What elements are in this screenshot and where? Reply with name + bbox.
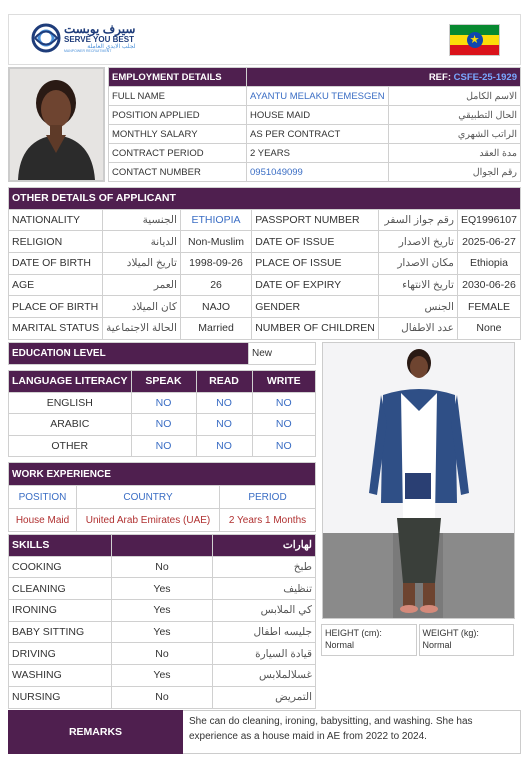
skill-arabic: طبخ [213,556,316,578]
table-row [9,296,521,318]
skill-value: No [112,643,213,665]
logo-tagline: MANPOWER RECRUITMENT [64,49,112,54]
field-arabic: الجنس [378,296,457,318]
field-arabic: الجنسية [103,209,181,231]
work-experience-title: WORK EXPERIENCE [9,463,316,486]
table-row [109,163,521,182]
logo-knot-icon [31,23,61,53]
language-name: ARABIC [9,414,132,436]
table-row [109,106,521,125]
field-value: 26 [180,274,251,296]
height-box [321,624,417,656]
portrait-photo [8,67,105,182]
education-level-table [8,342,316,365]
skill-name: DRIVING [9,643,112,665]
write-value: NO [252,392,316,414]
skill-value: Yes [112,600,213,622]
column-header: LANGUAGE LITERACY [9,371,132,393]
skill-arabic: جليسه اطفال [213,621,316,643]
ref-label: REF: [428,71,451,83]
other-details-table [8,187,521,340]
table-row [9,686,316,708]
field-label: NATIONALITY [9,209,103,231]
skill-arabic: غسلالملابس [213,665,316,687]
field-value: EQ1996107 [457,209,520,231]
field-arabic: تاريخ الميلاد [103,253,181,275]
field-arabic: الديانة [103,231,181,253]
education-level-value: New [249,343,316,365]
field-label: MARITAL STATUS [9,318,103,340]
skills-table [8,534,316,709]
table-row [9,274,521,296]
field-value: Ethiopia [457,253,520,275]
read-value: NO [196,435,252,457]
remarks-section [8,710,521,754]
height-label: HEIGHT (cm): [325,628,382,638]
field-label: CONTACT NUMBER [109,163,247,182]
table-row [9,509,316,532]
table-row [9,643,316,665]
contact-number[interactable]: 0951049099 [247,163,389,182]
work-experience-table [8,462,316,532]
speak-value: NO [131,435,196,457]
skill-arabic: التمريض [213,686,316,708]
field-label: MONTHLY SALARY [109,125,247,144]
field-value: FEMALE [457,296,520,318]
skill-name: IRONING [9,600,112,622]
table-row [9,392,316,414]
column-header: POSITION [9,486,77,509]
field-value: 2 YEARS [247,144,389,163]
skill-value: Yes [112,621,213,643]
logo-arabic-sub: لجلب الايدي العاملة [87,43,136,50]
logo-english: SERVE YOU BEST [64,34,134,44]
language-literacy-table [8,370,316,457]
skill-value: Yes [112,665,213,687]
field-value: Married [180,318,251,340]
field-arabic: رقم جواز السفر [378,209,457,231]
work-period: 2 Years 1 Months [220,509,316,532]
column-header: PERIOD [220,486,316,509]
reference-cell [247,68,521,87]
field-arabic: مكان الاصدار [378,253,457,275]
field-label: POSITION APPLIED [109,106,247,125]
weight-value: Normal [422,639,452,650]
speak-value: NO [131,414,196,436]
ref-value: CSFE-25-1929 [453,71,517,83]
field-value: AS PER CONTRACT [247,125,389,144]
field-label: DATE OF ISSUE [252,231,379,253]
field-value: Non-Muslim [180,231,251,253]
weight-box [419,624,515,656]
skill-value: No [112,556,213,578]
table-row [9,578,316,600]
field-label: NUMBER OF CHILDREN [252,318,379,340]
other-details-title: OTHER DETAILS OF APPLICANT [9,188,521,210]
field-arabic: الراتب الشهري [388,125,520,144]
field-arabic: الحال التطبيقي [388,106,520,125]
work-country: United Arab Emirates (UAE) [77,509,220,532]
skills-title: SKILLS [9,535,112,557]
field-arabic: الحالة الاجتماعية [103,318,181,340]
skill-value: Yes [112,578,213,600]
field-value: AYANTU MELAKU TEMESGEN [247,87,389,106]
weight-label: WEIGHT (kg): [422,628,479,638]
table-row [109,144,521,163]
ethiopia-flag-icon: ★ [449,24,500,56]
skill-name: BABY SITTING [9,621,112,643]
field-value: ETHIOPIA [180,209,251,231]
skill-name: CLEANING [9,578,112,600]
skill-arabic: كي الملابس [213,600,316,622]
write-value: NO [252,414,316,436]
field-value: 1998-09-26 [180,253,251,275]
column-header: COUNTRY [77,486,220,509]
column-header: SPEAK [131,371,196,393]
skill-name: WASHING [9,665,112,687]
skill-value: No [112,686,213,708]
column-header: WRITE [252,371,316,393]
table-row [9,318,521,340]
table-row [9,253,521,275]
field-arabic: رقم الجوال [388,163,520,182]
skill-name: NURSING [9,686,112,708]
read-value: NO [196,414,252,436]
employment-details-table [108,67,521,182]
remarks-text: She can do cleaning, ironing, babysitting, and washing. She has experience as a house maid in AE from 2022 to 2024. [183,710,521,754]
skill-arabic: قيادة السيارة [213,643,316,665]
table-row [9,600,316,622]
table-row [9,556,316,578]
language-name: OTHER [9,435,132,457]
table-row [9,435,316,457]
field-arabic: عدد الاطفال [378,318,457,340]
field-label: FULL NAME [109,87,247,106]
table-row [109,125,521,144]
field-value: HOUSE MAID [247,106,389,125]
field-value: None [457,318,520,340]
field-arabic: تاريخ الاصدار [378,231,457,253]
remarks-label: REMARKS [8,710,183,754]
skill-name: COOKING [9,556,112,578]
table-row [9,414,316,436]
read-value: NO [196,392,252,414]
height-weight [321,624,514,656]
field-label: PLACE OF ISSUE [252,253,379,275]
table-row [9,209,521,231]
field-label: GENDER [252,296,379,318]
company-logo [31,23,135,54]
field-label: DATE OF BIRTH [9,253,103,275]
header [8,14,521,65]
write-value: NO [252,435,316,457]
work-position: House Maid [9,509,77,532]
field-label: CONTRACT PERIOD [109,144,247,163]
field-label: PLACE OF BIRTH [9,296,103,318]
table-row [9,665,316,687]
height-value: Normal [325,639,355,650]
field-arabic: تاريخ الانتهاء [378,274,457,296]
table-row [109,87,521,106]
field-arabic: كان الميلاد [103,296,181,318]
field-value: 2025-06-27 [457,231,520,253]
skill-arabic: تنظيف [213,578,316,600]
skills-arabic-title: لهارات [213,535,316,557]
field-value: NAJO [180,296,251,318]
field-label: AGE [9,274,103,296]
logo-arabic: سيرف يوبست [64,22,136,36]
field-arabic: العمر [103,274,181,296]
field-label: PASSPORT NUMBER [252,209,379,231]
education-level-label: EDUCATION LEVEL [9,343,249,365]
field-arabic: الاسم الكامل [388,87,520,106]
full-length-photo [322,342,515,619]
table-row [9,621,316,643]
field-value: 2030-06-26 [457,274,520,296]
field-label: RELIGION [9,231,103,253]
column-header: READ [196,371,252,393]
language-name: ENGLISH [9,392,132,414]
field-arabic: مدة العقد [388,144,520,163]
field-label: DATE OF EXPIRY [252,274,379,296]
table-row [9,231,521,253]
employment-details-title: EMPLOYMENT DETAILS [109,68,247,87]
speak-value: NO [131,392,196,414]
